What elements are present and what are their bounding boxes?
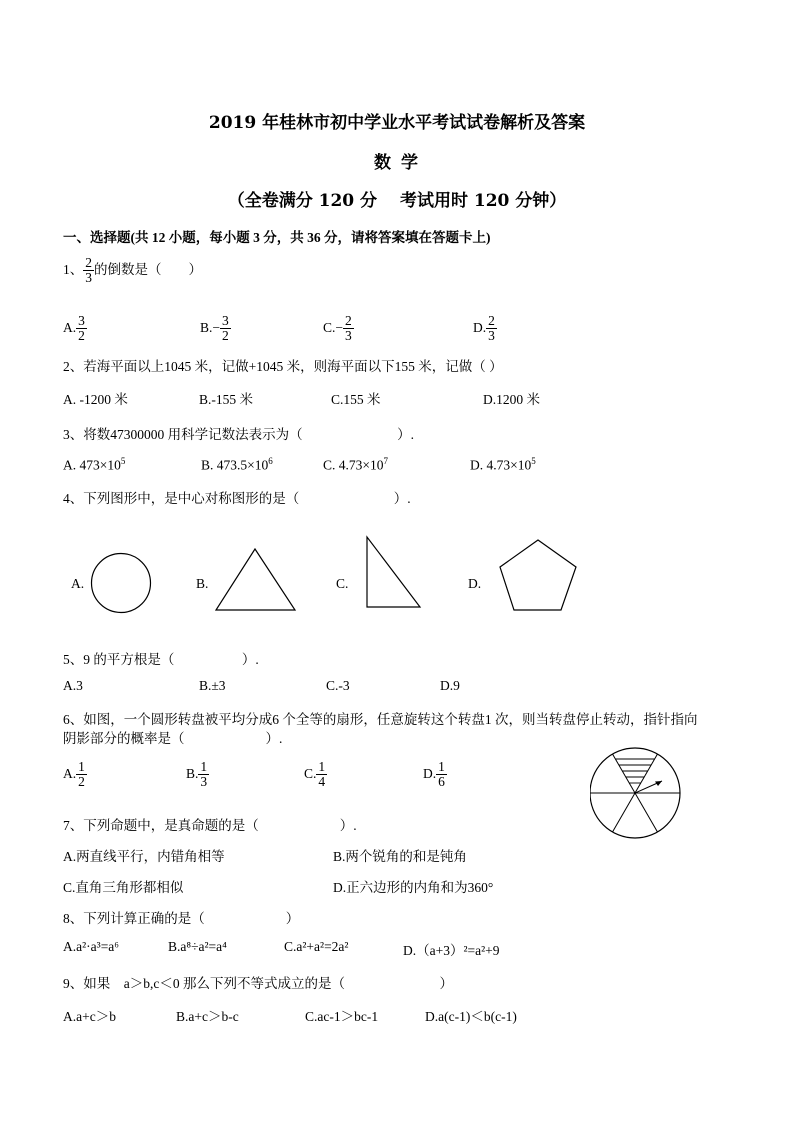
section-heading: 一、选择题(共 12 小题，每小题 3 分，共 36 分，请将答案填在答题卡上) xyxy=(63,230,491,245)
option-b[interactable]: B. $\frac{1}{3}$ xyxy=(186,759,208,790)
option-d[interactable]: D.（a+3）²=a²+9 xyxy=(403,943,500,958)
option-c[interactable]: C.− $\frac{2}{3}$ xyxy=(323,313,352,344)
option-b[interactable]: B.a⁸÷a²=a⁴ xyxy=(168,939,227,954)
option-d[interactable]: D.1200 米 xyxy=(483,392,540,407)
option-d[interactable]: D. $\frac{2}{3}$ xyxy=(473,313,495,344)
option-c-label[interactable]: C. xyxy=(336,576,349,591)
question-number: 1、 xyxy=(63,261,84,277)
option-b-label[interactable]: B. xyxy=(196,576,209,591)
question-4: 4、下列图形中，是中心对称图形的是（ ）. xyxy=(63,491,411,506)
option-b[interactable]: B. $473.5\times 10^6$ xyxy=(201,456,273,473)
option-a[interactable]: A.a²·a³=a⁶ xyxy=(63,939,120,954)
option-a[interactable]: A. $473\times 10^5$ xyxy=(63,456,126,473)
option-c[interactable]: C.直角三角形都相似 xyxy=(63,880,184,895)
option-b[interactable]: B.-155 米 xyxy=(199,392,253,407)
option-d-label[interactable]: D. xyxy=(468,576,482,591)
option-a[interactable]: A. $\frac{3}{2}$ xyxy=(63,313,85,344)
option-c[interactable]: C.ac-1＞bc-1 xyxy=(305,1009,379,1024)
option-a-label[interactable]: A. xyxy=(71,576,85,591)
option-b[interactable]: B.a+c＞b-c xyxy=(176,1009,239,1024)
option-b[interactable]: B.两个锐角的和是钝角 xyxy=(333,849,467,864)
option-c[interactable]: C.a²+a²=2a² xyxy=(284,939,349,954)
option-a[interactable]: A.两直线平行，内错角相等 xyxy=(63,849,225,864)
question-9: 9、如果 a＞b,c＜0 那么下列不等式成立的是（ ） xyxy=(63,976,453,991)
question-5: 5、9 的平方根是（ ）. xyxy=(63,652,259,667)
document-title: 2019 年桂林市初中学业水平考试试卷解析及答案 xyxy=(208,113,586,133)
triangle-shape xyxy=(216,549,295,610)
option-b[interactable]: B.±3 xyxy=(199,678,226,693)
option-d[interactable]: D.9 xyxy=(440,678,460,693)
question-6-line1: 6、如图，一个圆形转盘被平均分成6 个全等的扇形，任意旋转这个转盘1 次，则当转盘停止转动，指针指向 xyxy=(63,712,698,727)
pentagon-shape xyxy=(500,540,576,610)
circle-shape xyxy=(92,554,151,613)
question-stem: 的倒数是（ ） xyxy=(94,261,202,277)
option-a[interactable]: A. $\frac{1}{2}$ xyxy=(63,759,85,790)
right-triangle-shape xyxy=(367,537,420,607)
question-7: 7、下列命题中，是真命题的是（ ）. xyxy=(63,818,357,833)
question-3: 3、将数47300000 用科学记数法表示为（ ）. xyxy=(63,427,414,442)
option-b[interactable]: B.− $\frac{3}{2}$ xyxy=(200,313,229,344)
option-d[interactable]: D. $\frac{1}{6}$ xyxy=(423,759,445,790)
question-8: 8、下列计算正确的是（ ） xyxy=(63,911,300,926)
subject-heading: 数 学 xyxy=(374,153,420,173)
option-d[interactable]: D.a(c-1)＜b(c-1) xyxy=(425,1009,517,1024)
option-c[interactable]: C.-3 xyxy=(326,678,350,693)
option-d[interactable]: D. $4.73\times 10^5$ xyxy=(470,456,536,473)
exam-info: （全卷满分 120 分 考试用时 120 分钟） xyxy=(227,191,567,211)
option-a[interactable]: A. -1200 米 xyxy=(63,392,128,407)
fraction: $\frac{2}{3}$ xyxy=(85,255,92,286)
question-6-line2: 阴影部分的概率是（ ）. xyxy=(63,731,283,746)
question-2: 2、若海平面以上1045 米，记做+1045 米，则海平面以下155 米，记做（ ） xyxy=(63,359,503,374)
option-c[interactable]: C.155 米 xyxy=(331,392,381,407)
option-c[interactable]: C. $\frac{1}{4}$ xyxy=(304,759,326,790)
option-d[interactable]: D.正六边形的内角和为360° xyxy=(333,880,494,895)
option-a[interactable]: A.3 xyxy=(63,678,83,693)
option-a[interactable]: A.a+c＞b xyxy=(63,1009,116,1024)
spinner-figure xyxy=(590,743,690,843)
option-c[interactable]: C. $4.73\times 10^7$ xyxy=(323,456,388,473)
